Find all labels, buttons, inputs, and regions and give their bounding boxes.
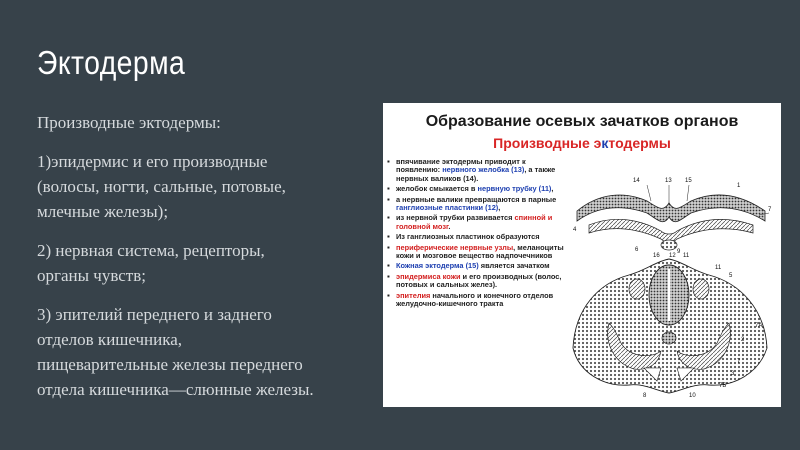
svg-text:7А: 7А bbox=[755, 323, 763, 329]
neural-tube-section bbox=[573, 259, 767, 393]
svg-text:14: 14 bbox=[633, 178, 640, 184]
list-item: ▪ Из ганглиозных пластинок образуются bbox=[387, 233, 567, 241]
slide-body bbox=[37, 110, 367, 416]
figure-bullet-list bbox=[387, 158, 567, 311]
svg-text:12: 12 bbox=[669, 253, 676, 259]
svg-text:7Б: 7Б bbox=[719, 383, 727, 389]
slide-title: Эктодерма bbox=[37, 44, 186, 81]
list-item: ▪ желобок смыкается в нервную трубку (11), bbox=[387, 185, 567, 193]
neural-groove-section bbox=[577, 185, 769, 250]
list-item: ▪ а нервные валики превращаются в парные ганглиозные пластинки (12), bbox=[387, 196, 567, 213]
svg-text:7: 7 bbox=[737, 359, 741, 365]
svg-text:3: 3 bbox=[731, 371, 735, 377]
svg-text:9: 9 bbox=[677, 249, 681, 255]
list-item: ▪ Кожная эктодерма (15) является зачатком bbox=[387, 262, 567, 270]
figure-subtitle: Производные эктодермы bbox=[493, 135, 671, 151]
svg-text:2: 2 bbox=[741, 337, 745, 343]
paragraph-nervous-system: 2) нервная система, рецепторы, органы чувств; bbox=[37, 241, 265, 285]
list-item: ▪ эпидермиса кожи и его производных (волос, потовых и сальных желез). bbox=[387, 273, 567, 290]
figure-title: Образование осевых зачатков органов bbox=[425, 113, 739, 130]
list-item: ▪ из нервной трубки развивается спинной и головной мозг. bbox=[387, 214, 567, 231]
list-item: ▪ впячивание эктодермы приводит к появлению: нервного желобка (13), а также нервных валиков (14). bbox=[387, 158, 567, 183]
svg-text:5: 5 bbox=[729, 273, 733, 279]
intro-line: Производные эктодермы: bbox=[37, 113, 221, 132]
svg-text:1: 1 bbox=[737, 183, 741, 189]
paragraph-epidermis: 1)эпидермис и его производные (волосы, ногти, сальные, потовые, млечные железы); bbox=[37, 152, 286, 221]
list-item: ▪ эпителия начального и конечного отделов желудочно-кишечного тракта bbox=[387, 292, 567, 309]
embryo-figure bbox=[383, 103, 781, 407]
svg-text:11: 11 bbox=[683, 253, 690, 259]
svg-text:16: 16 bbox=[653, 253, 660, 259]
svg-text:11: 11 bbox=[715, 265, 722, 271]
paragraph-intestine: 3) эпителий переднего и заднего отделов кишечника, пищеварительные железы переднего отдела кишечника—слюнные железы. bbox=[37, 305, 314, 399]
svg-text:8: 8 bbox=[643, 393, 647, 399]
svg-text:6: 6 bbox=[635, 247, 639, 253]
list-item: ▪ периферические нервные узлы, меланоциты кожи и мозговое вещество надпочечников bbox=[387, 244, 567, 261]
svg-text:7: 7 bbox=[768, 207, 772, 213]
svg-text:15: 15 bbox=[685, 178, 692, 184]
svg-text:4: 4 bbox=[573, 227, 577, 233]
embryo-cross-section-diagram bbox=[569, 173, 775, 401]
svg-text:10: 10 bbox=[689, 393, 696, 399]
svg-text:13: 13 bbox=[665, 178, 672, 184]
